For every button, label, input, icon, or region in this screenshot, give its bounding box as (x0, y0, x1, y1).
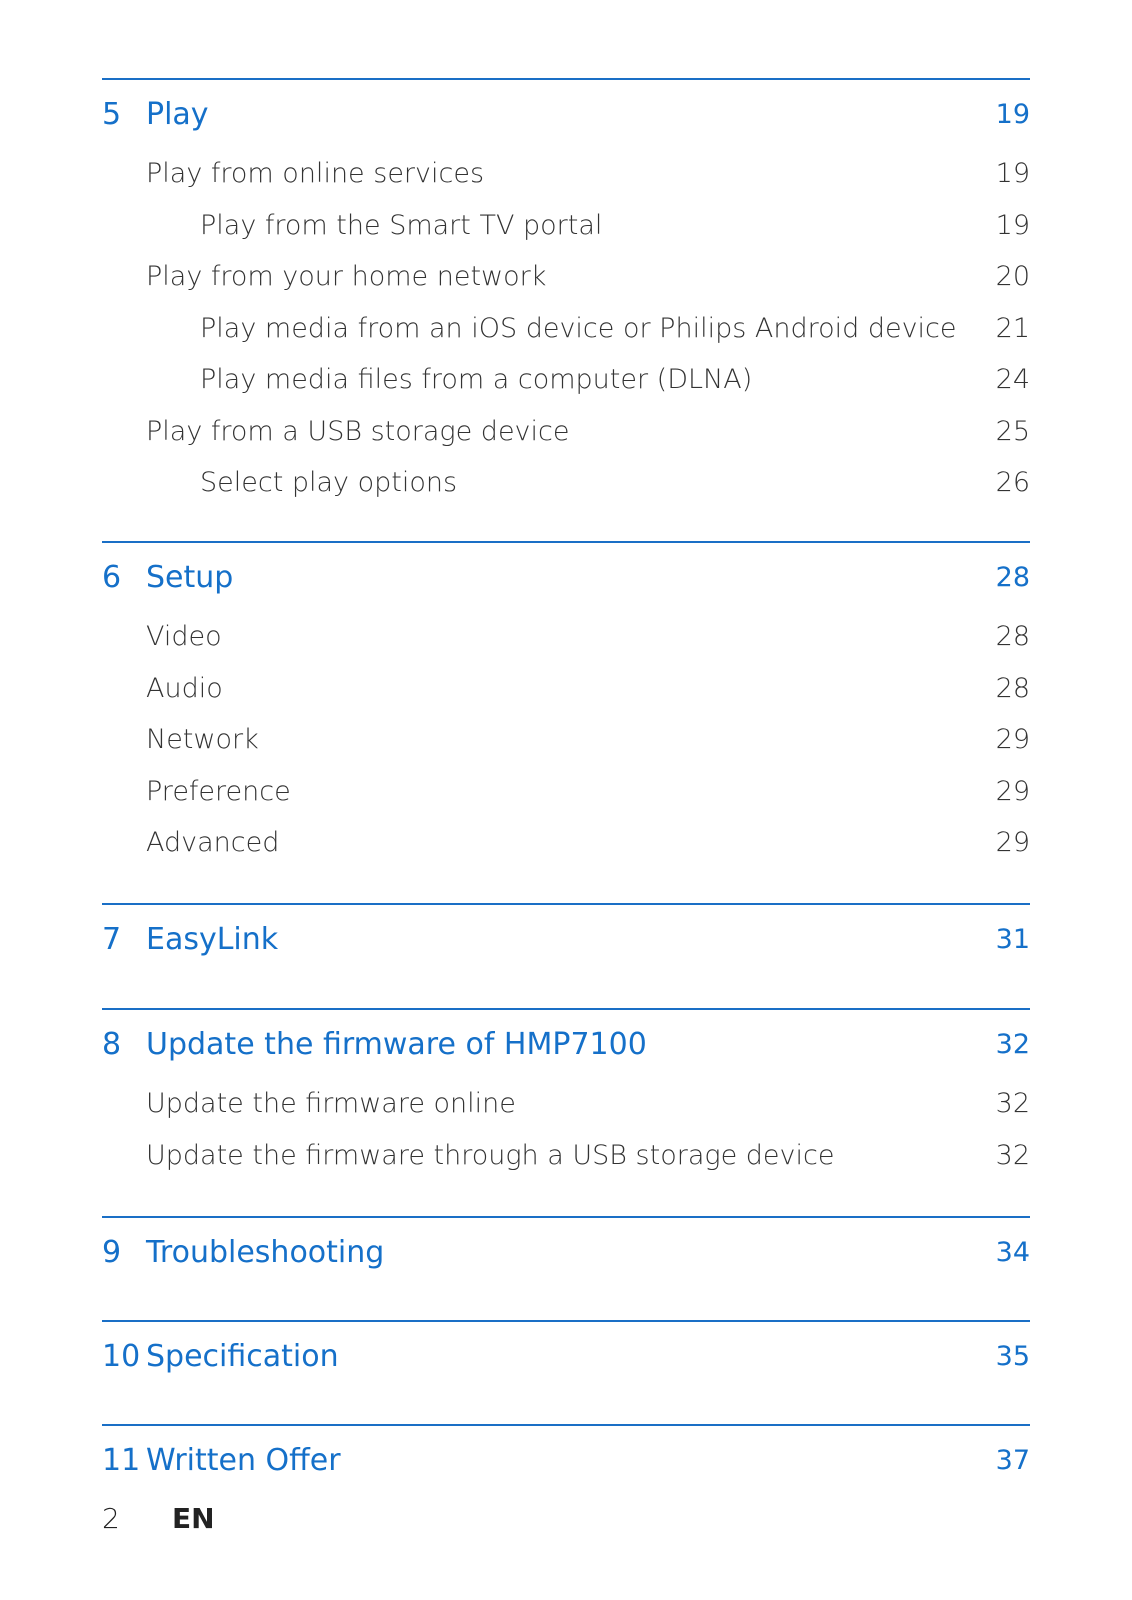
toc-entry-title: Update the firmware online (146, 1088, 516, 1120)
toc-subentry[interactable] (102, 303, 1030, 355)
toc-entry[interactable] (102, 148, 1030, 200)
section-title: Setup (146, 559, 234, 595)
toc-entry-page: 24 (995, 364, 1030, 396)
toc-entry-page: 25 (995, 415, 1030, 447)
section-number: 8 (102, 1026, 122, 1062)
toc-entry-title: Play from a USB storage device (146, 415, 570, 447)
toc-entry[interactable] (102, 663, 1030, 715)
section-page-number: 32 (995, 1028, 1030, 1060)
toc-entry[interactable] (102, 1130, 1030, 1182)
toc-entry-page: 32 (995, 1139, 1030, 1171)
section-heading[interactable] (102, 1010, 1030, 1078)
section-number: 7 (102, 921, 122, 957)
section-heading[interactable] (102, 905, 1030, 973)
toc-section-setup (102, 541, 1030, 903)
toc-entry-page: 19 (995, 158, 1030, 190)
toc-entry-title: Update the firmware through a USB storage device (146, 1139, 835, 1171)
toc-entry-title: Play media files from a computer (DLNA) (200, 364, 753, 396)
toc-entry-title: Select play options (200, 467, 458, 499)
page-footer (102, 1502, 215, 1535)
section-title: EasyLink (146, 921, 279, 957)
section-heading[interactable] (102, 80, 1030, 148)
section-page-number: 35 (995, 1340, 1030, 1372)
section-page-number: 28 (995, 561, 1030, 593)
section-page-number: 37 (995, 1444, 1030, 1476)
section-title: Update the firmware of HMP7100 (146, 1026, 647, 1062)
section-heading[interactable] (102, 1322, 1030, 1390)
section-title: Written Offer (146, 1442, 341, 1478)
section-number: 10 (102, 1338, 141, 1374)
toc-entry-title: Play from online services (146, 158, 485, 190)
toc-entry[interactable] (102, 1078, 1030, 1130)
toc-entry-page: 29 (995, 775, 1030, 807)
section-title: Specification (146, 1338, 339, 1374)
section-page-number: 19 (995, 98, 1030, 130)
toc-entry-page: 29 (995, 827, 1030, 859)
toc-entry[interactable] (102, 714, 1030, 766)
toc-entry-page: 28 (995, 621, 1030, 653)
toc-entry-title: Audio (146, 672, 223, 704)
toc-section-easylink (102, 903, 1030, 1008)
section-page-number: 34 (995, 1236, 1030, 1268)
toc-entry-page: 29 (995, 724, 1030, 756)
toc-section-troubleshooting (102, 1216, 1030, 1320)
section-heading[interactable] (102, 1426, 1030, 1494)
toc-entry-title: Preference (146, 775, 291, 807)
toc-entry[interactable] (102, 817, 1030, 869)
toc-entry[interactable] (102, 611, 1030, 663)
toc-subentry[interactable] (102, 457, 1030, 509)
footer-page-number: 2 (102, 1502, 120, 1535)
toc-entry-title: Play media from an iOS device or Philips Android device (200, 312, 957, 344)
section-title: Play (146, 96, 209, 132)
table-of-contents (102, 78, 1030, 1496)
toc-entry-title: Video (146, 621, 222, 653)
toc-entry-page: 32 (995, 1088, 1030, 1120)
toc-entry[interactable] (102, 251, 1030, 303)
toc-entry-page: 21 (995, 312, 1030, 344)
toc-section-written-offer (102, 1424, 1030, 1496)
toc-subentry[interactable] (102, 354, 1030, 406)
section-number: 9 (102, 1234, 122, 1270)
section-heading[interactable] (102, 543, 1030, 611)
section-title: Troubleshooting (146, 1234, 385, 1270)
toc-section-play (102, 78, 1030, 541)
section-number: 11 (102, 1442, 141, 1478)
toc-subentry[interactable] (102, 200, 1030, 252)
section-number: 5 (102, 96, 122, 132)
footer-language-code: EN (172, 1502, 215, 1535)
toc-section-specification (102, 1320, 1030, 1424)
toc-entry-page: 28 (995, 672, 1030, 704)
toc-entry-title: Network (146, 724, 259, 756)
section-heading[interactable] (102, 1218, 1030, 1286)
section-page-number: 31 (995, 923, 1030, 955)
toc-entry-page: 20 (995, 261, 1030, 293)
toc-section-firmware (102, 1008, 1030, 1216)
toc-entry[interactable] (102, 766, 1030, 818)
toc-entry-title: Play from the Smart TV portal (200, 209, 603, 241)
toc-entry-title: Advanced (146, 827, 280, 859)
section-number: 6 (102, 559, 122, 595)
toc-entry-title: Play from your home network (146, 261, 547, 293)
toc-entry-page: 19 (995, 209, 1030, 241)
toc-entry[interactable] (102, 406, 1030, 458)
toc-entry-page: 26 (995, 467, 1030, 499)
